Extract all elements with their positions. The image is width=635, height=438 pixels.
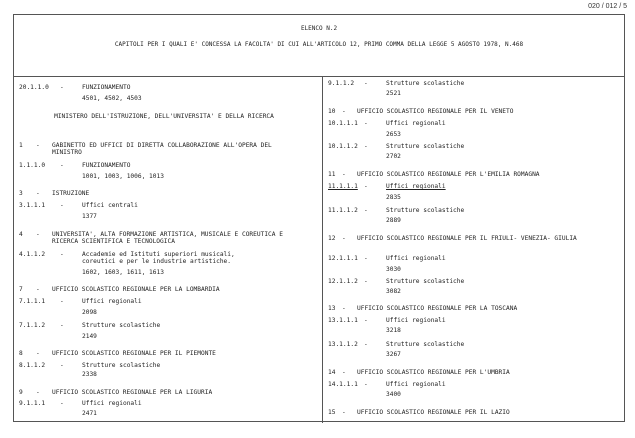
- group-separator: -: [342, 171, 346, 178]
- group-separator: -: [36, 350, 40, 357]
- entry-code: 11.1.1.2: [328, 207, 358, 214]
- group-label: UFFICIO SCOLASTICO REGIONALE PER LA LIGURIA: [52, 389, 213, 396]
- entry-label: Uffici regionali: [82, 400, 142, 407]
- entry-label: Uffici regionali: [386, 317, 446, 324]
- group-label: RICERCA SCIENTIFICA E TECNOLOGICA: [52, 238, 175, 245]
- entry-label: Uffici regionali: [82, 298, 142, 305]
- entry-code: 12.1.1.1: [328, 255, 358, 262]
- entry-label: Strutture scolastiche: [82, 322, 161, 329]
- entry-separator: -: [364, 183, 368, 190]
- entry-label: Uffici regionali: [386, 381, 446, 388]
- group-label: UFFICIO SCOLASTICO REGIONALE PER L'EMILIA ROMAGNA: [357, 171, 540, 178]
- entry-chapters: 1377: [82, 213, 97, 220]
- group-label: ISTRUZIONE: [52, 190, 90, 197]
- group-separator: -: [342, 305, 346, 312]
- group-code: 13: [328, 305, 336, 312]
- group-code: 9: [19, 389, 23, 396]
- entry-code: 13.1.1.1: [328, 317, 358, 324]
- group-label: UFFICIO SCOLASTICO REGIONALE PER IL VENETO: [357, 108, 514, 115]
- group-label: UFFICIO SCOLASTICO REGIONALE PER LA TOSCANA: [357, 305, 518, 312]
- group-separator: -: [36, 231, 40, 238]
- group-separator: -: [342, 369, 346, 376]
- entry-separator: -: [60, 362, 64, 369]
- group-code: 14: [328, 369, 336, 376]
- entry-separator: -: [364, 278, 368, 285]
- entry-label: FUNZIONAMENTO: [82, 162, 131, 169]
- entry-chapters: 1001, 1003, 1006, 1013: [82, 173, 164, 180]
- entry-label: Accademie ed Istituti superiori musicali,: [82, 251, 235, 258]
- entry-code: 14.1.1.1: [328, 381, 358, 388]
- entry-separator: -: [364, 120, 368, 127]
- group-separator: -: [36, 286, 40, 293]
- entry-code: 9.1.1.1: [19, 400, 46, 407]
- entry-chapters: 2702: [386, 153, 401, 160]
- entry-chapters: 3218: [386, 327, 401, 334]
- group-label: UFFICIO SCOLASTICO REGIONALE PER IL FRIULI- VENEZIA- GIULIA: [357, 235, 577, 242]
- entry-chapters: 2835: [386, 194, 401, 201]
- document-frame: [13, 14, 625, 422]
- entry-chapters: 3082: [386, 288, 401, 295]
- group-code: 12: [328, 235, 336, 242]
- group-separator: -: [342, 108, 346, 115]
- entry-chapters: 3267: [386, 351, 401, 358]
- group-code: 15: [328, 409, 336, 416]
- entry-separator: -: [60, 202, 64, 209]
- group-code: 8: [19, 350, 23, 357]
- ministry-heading: MINISTERO DELL'ISTRUZIONE, DELL'UNIVERSITA' E DELLA RICERCA: [54, 113, 274, 120]
- entry-chapters: 2521: [386, 90, 401, 97]
- entry-code: 8.1.1.2: [19, 362, 46, 369]
- entry-label: Uffici regionali: [386, 120, 446, 127]
- entry-separator: -: [364, 143, 368, 150]
- group-label: GABINETTO ED UFFICI DI DIRETTA COLLABORAZIONE ALL'OPERA DEL: [52, 142, 272, 149]
- entry-separator: -: [364, 317, 368, 324]
- entry-separator: -: [60, 162, 64, 169]
- entry-code: 4.1.1.2: [19, 251, 46, 258]
- group-label: UFFICIO SCOLASTICO REGIONALE PER LA LOMBARDIA: [52, 286, 220, 293]
- entry-code: 13.1.1.2: [328, 341, 358, 348]
- entry-separator: -: [364, 80, 368, 87]
- group-separator: -: [36, 190, 40, 197]
- entry-separator: -: [364, 381, 368, 388]
- document-header: [14, 15, 624, 77]
- entry-code: 7.1.1.2: [19, 322, 46, 329]
- entry-chapters: 2098: [82, 309, 97, 316]
- entry-label: Strutture scolastiche: [386, 341, 465, 348]
- group-label: UFFICIO SCOLASTICO REGIONALE PER L'UMBRIA: [357, 369, 510, 376]
- entry-chapters: 2338: [82, 371, 97, 378]
- entry-separator: -: [60, 400, 64, 407]
- entry-label: Strutture scolastiche: [386, 278, 465, 285]
- entry-label: Strutture scolastiche: [386, 207, 465, 214]
- group-separator: -: [36, 142, 40, 149]
- entry-label: Uffici regionali: [386, 183, 446, 190]
- entry-code: 11.1.1.1: [328, 183, 358, 190]
- entry-separator: -: [60, 322, 64, 329]
- document-subtitle: CAPITOLI PER I QUALI E' CONCESSA LA FACOLTA' DI CUI ALL'ARTICOLO 12, PRIMO COMMA DELLA LEGGE 5 AGOSTO 1978, N.468: [114, 41, 524, 48]
- entry-separator: -: [364, 255, 368, 262]
- entry-code: 9.1.1.2: [328, 80, 355, 87]
- entry-separator: -: [364, 341, 368, 348]
- page-number: 020 / 012 / 5: [588, 3, 627, 10]
- entry-label: Strutture scolastiche: [386, 143, 465, 150]
- entry-label: Uffici centrali: [82, 202, 138, 209]
- entry-label: Strutture scolastiche: [82, 362, 161, 369]
- entry-label: Strutture scolastiche: [386, 80, 465, 87]
- entry-separator: -: [60, 298, 64, 305]
- entry-chapters: 2889: [386, 217, 401, 224]
- group-separator: -: [36, 389, 40, 396]
- column-divider: [322, 77, 323, 423]
- entry-code: 3.1.1.1: [19, 202, 46, 209]
- entry-code: 20.1.1.0: [19, 84, 49, 91]
- entry-chapters: 2471: [82, 410, 97, 417]
- entry-label: coreutici e per le industrie artistiche.: [82, 258, 232, 265]
- group-label: UFFICIO SCOLASTICO REGIONALE PER IL PIEMONTE: [52, 350, 216, 357]
- entry-separator: -: [60, 84, 64, 91]
- group-code: 1: [19, 142, 23, 149]
- entry-chapters: 3400: [386, 391, 401, 398]
- entry-label: FUNZIONAMENTO: [82, 84, 131, 91]
- entry-code: 1.1.1.0: [19, 162, 46, 169]
- group-code: 10: [328, 108, 336, 115]
- document-title: ELENCO N.2: [300, 25, 338, 32]
- entry-code: 10.1.1.1: [328, 120, 358, 127]
- entry-separator: -: [364, 207, 368, 214]
- entry-chapters: 4501, 4502, 4503: [82, 95, 142, 102]
- entry-code: 7.1.1.1: [19, 298, 46, 305]
- entry-code: 12.1.1.2: [328, 278, 358, 285]
- group-separator: -: [342, 409, 346, 416]
- entry-code: 10.1.1.2: [328, 143, 358, 150]
- group-code: 4: [19, 231, 23, 238]
- entry-chapters: 1602, 1603, 1611, 1613: [82, 269, 164, 276]
- group-label: UFFICIO SCOLASTICO REGIONALE PER IL LAZIO: [357, 409, 510, 416]
- group-code: 11: [328, 171, 336, 178]
- group-label: UNIVERSITA', ALTA FORMAZIONE ARTISTICA, MUSICALE E COREUTICA E: [52, 231, 283, 238]
- entry-chapters: 3030: [386, 266, 401, 273]
- entry-separator: -: [60, 251, 64, 258]
- group-code: 7: [19, 286, 23, 293]
- entry-label: Uffici regionali: [386, 255, 446, 262]
- entry-chapters: 2653: [386, 131, 401, 138]
- group-code: 3: [19, 190, 23, 197]
- entry-chapters: 2149: [82, 333, 97, 340]
- group-separator: -: [342, 235, 346, 242]
- group-label: MINISTRO: [52, 149, 82, 156]
